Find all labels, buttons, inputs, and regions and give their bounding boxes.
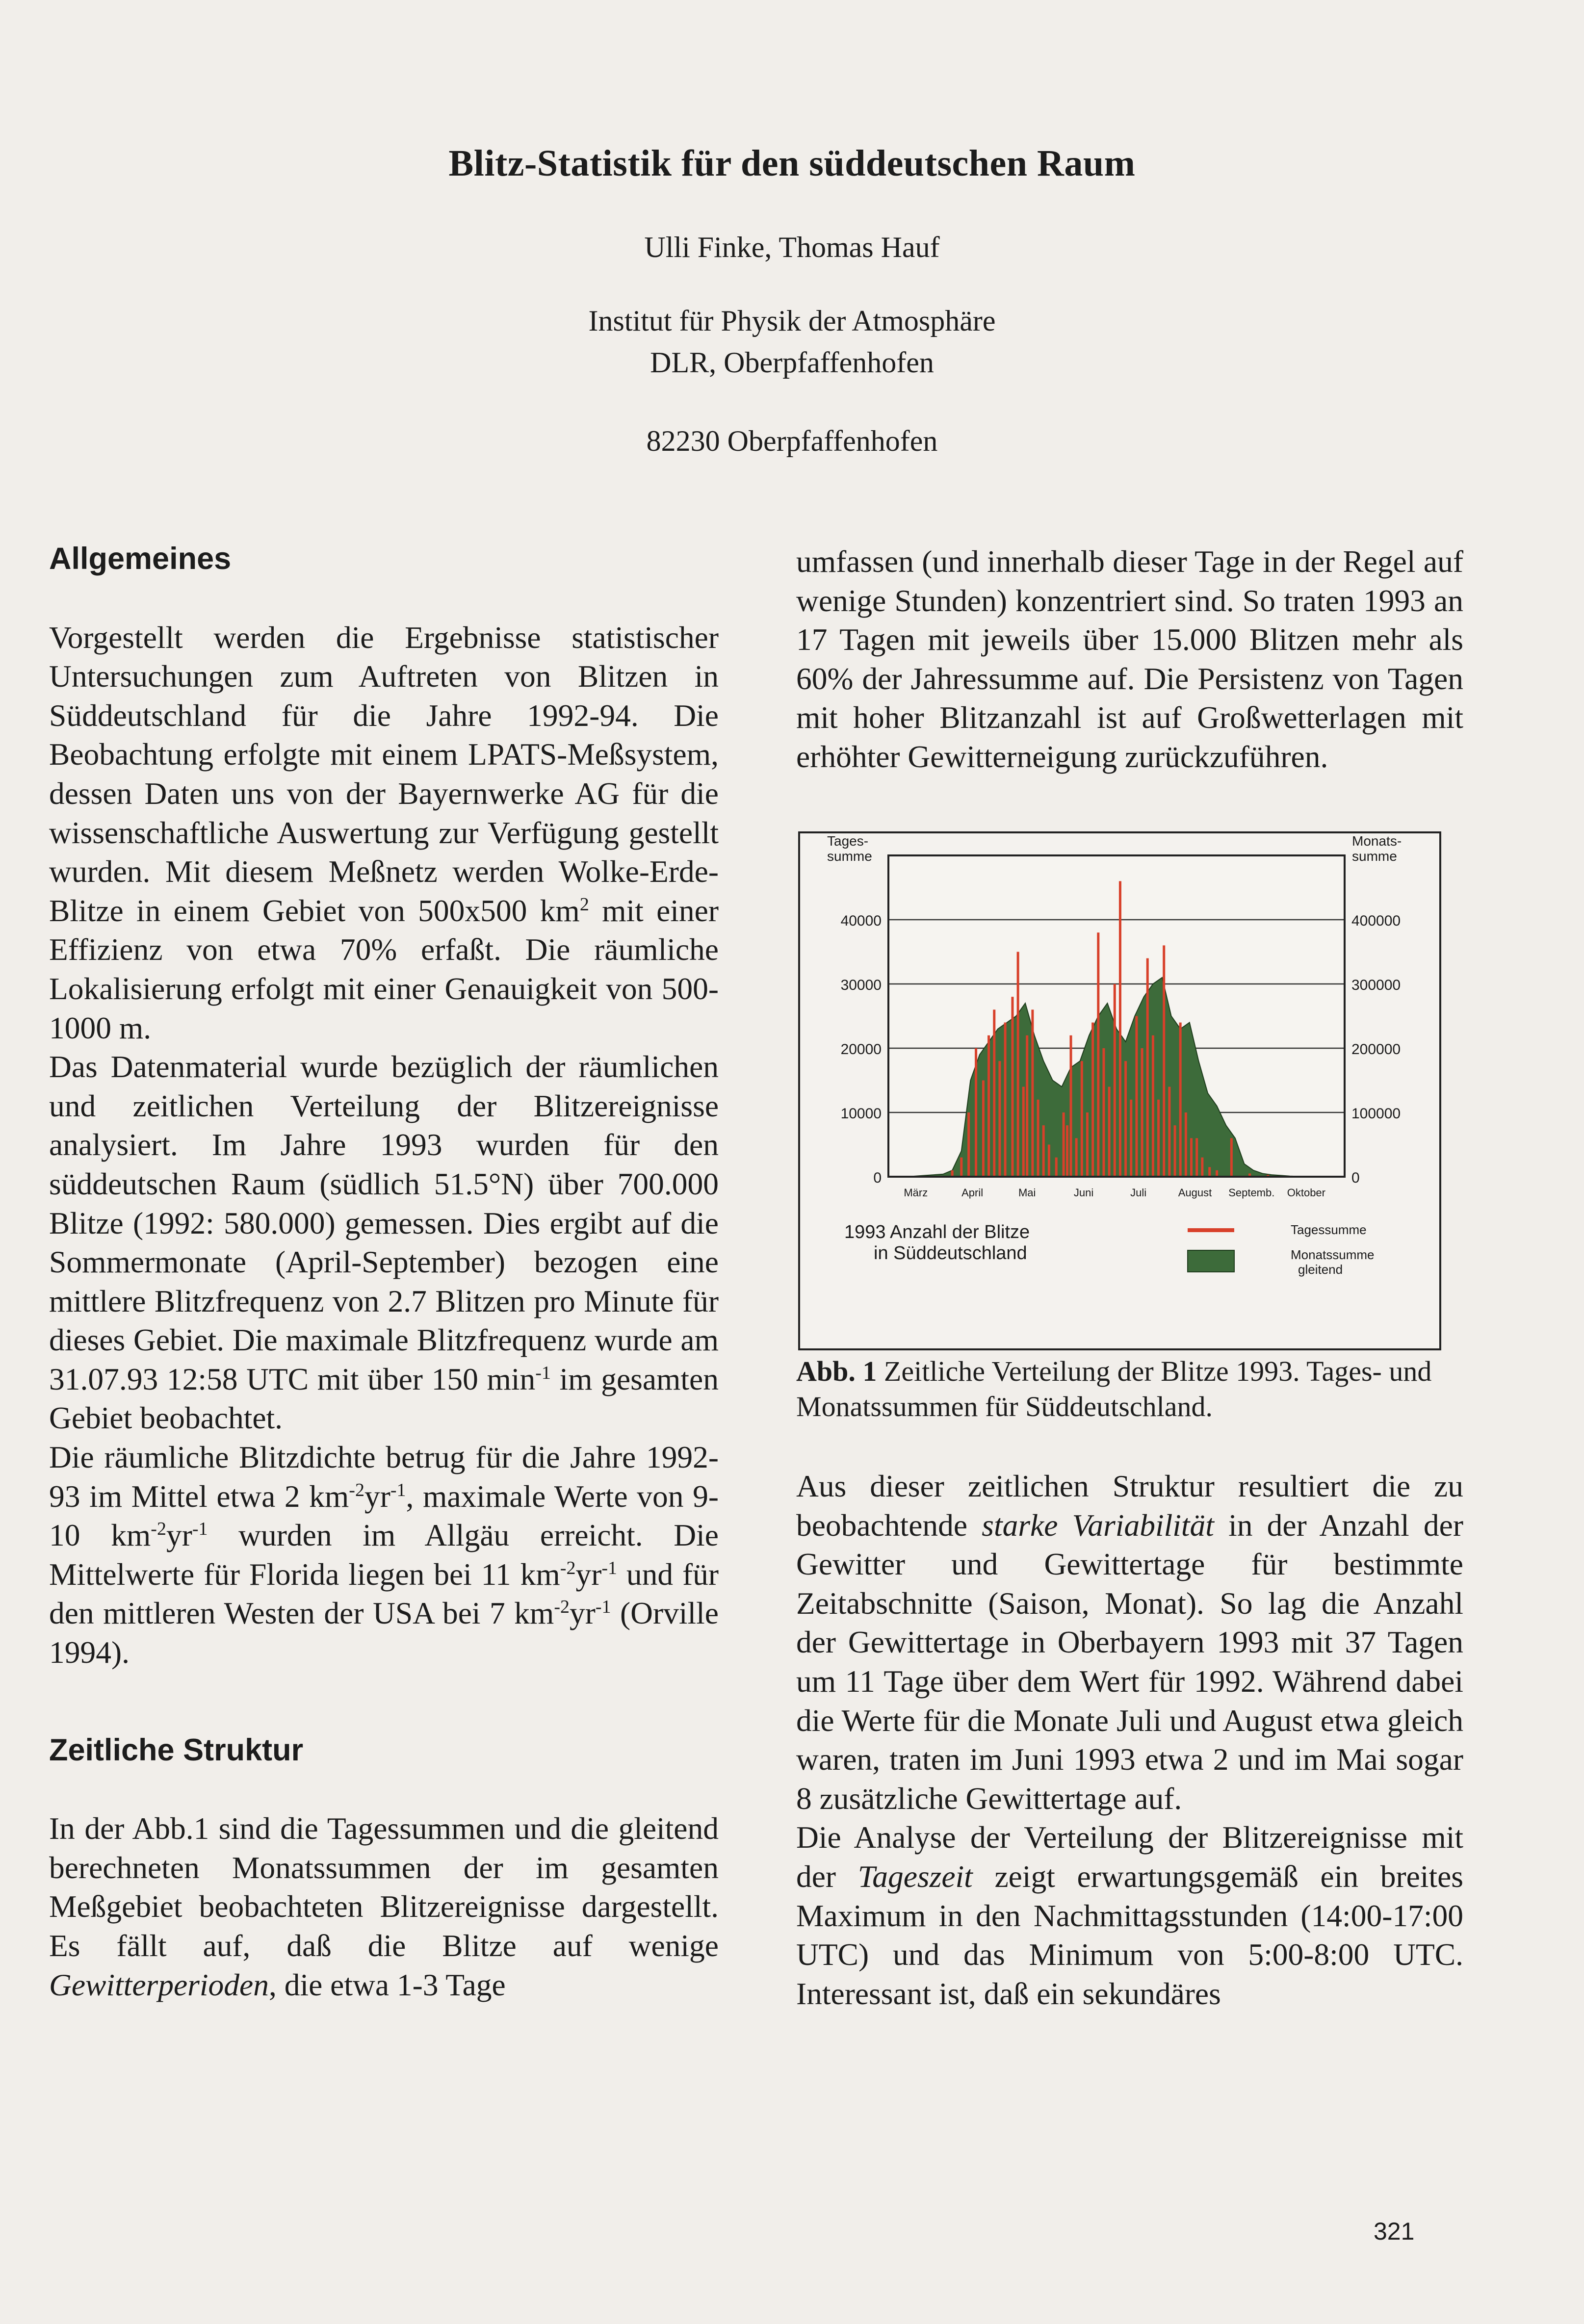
daily-sum-bar (1119, 881, 1121, 1177)
daily-sum-bar (975, 1048, 977, 1177)
legend-label-daily: Tagessumme (1291, 1222, 1367, 1237)
daily-sum-bar (1097, 932, 1099, 1177)
paragraph-umfassen: umfassen (und innerhalb dieser Tage in der Regel auf wenige Stunden) konzentriert sind. So traten 1993 an 17 Tagen mit jeweils über 15.000 Blitzen mehr als 60% der Jahressumme auf. Die Persistenz von Tagen mit hoher Blitzanzahl ist auf Großwetterlagen mit erhöhter Gewitterneigung zurückzuführen. (796, 544, 1463, 774)
daily-sum-bar (1022, 1087, 1025, 1177)
y-right-tick-label: 200000 (1351, 1041, 1401, 1058)
daily-sum-bar (1163, 945, 1165, 1177)
daily-sum-bar (1075, 1138, 1078, 1177)
daily-sum-bar (1055, 1158, 1058, 1177)
x-tick-label: Oktober (1287, 1187, 1326, 1199)
x-tick-label: April (961, 1187, 984, 1199)
page-number: 321 (1374, 2218, 1415, 2245)
daily-sum-bar (1141, 1048, 1143, 1177)
daily-sum-bar (1037, 1100, 1039, 1177)
daily-sum-bar (1011, 997, 1013, 1177)
chart-title-line-2: in Süddeutschland (874, 1243, 1027, 1264)
y-left-tick-label: 40000 (840, 913, 882, 929)
daily-sum-bar (1091, 1023, 1094, 1177)
daily-sum-bar (993, 1009, 995, 1177)
chart-svg (800, 833, 1439, 1348)
y-right-tick-label: 100000 (1351, 1106, 1401, 1122)
y-right-axis-title: Monats- (1352, 833, 1402, 849)
daily-sum-bar (1070, 1035, 1072, 1177)
y-left-axis-title: summe (827, 849, 872, 864)
paragraph-abb1: In der Abb.1 sind die Tagessummen und die gleitend berechneten Monatssummen der im gesamten Meßgebiet beobachteten Blitzereignisse dargestellt. Es fällt auf, daß die Blitze auf wenige Gewitterperioden, die etwa 1-3 Tage (49, 1811, 719, 2002)
daily-sum-bar (1168, 1087, 1170, 1177)
y-left-tick-label: 10000 (840, 1106, 882, 1122)
legend-swatch-daily (1188, 1228, 1234, 1232)
daily-sum-bar (1081, 1061, 1083, 1177)
daily-sum-bar (1004, 1023, 1007, 1177)
paragraph-blitzdichte: Die räumliche Blitzdichte betrug für die Jahre 1992-93 im Mittel etwa 2 $km^{-2}yr^{-1}$, maximale Werte von 9-10 $km^{-2}yr^{-1}$ wurden im Allgäu erreicht. Die Mittelwerte für Florida liegen bei 11 $km^{-2}yr^{-1}$ und für den mittleren Westen der USA bei 7 $km^{-2}yr^{-1}$ (Orville 1994). (49, 1440, 719, 1670)
y-left-tick-label: 0 (873, 1170, 882, 1186)
x-tick-label: Mai (1018, 1187, 1036, 1199)
daily-sum-bar (1230, 1138, 1233, 1177)
daily-sum-bar (1042, 1125, 1045, 1177)
daily-sum-bar (1017, 952, 1019, 1177)
daily-sum-bar (1152, 1035, 1154, 1177)
y-left-tick-label: 20000 (840, 1041, 882, 1058)
legend-label-monthly-2: gleitend (1298, 1262, 1343, 1277)
paragraph-datenmaterial: Das Datenmaterial wurde bezüglich der räumlichen und zeitlichen Verteilung der Blitzereignisse analysiert. Im Jahre 1993 wurden für den süddeutschen Raum (südlich 51.5°N) über 700.000 Blitze (1992: 580.000) gemessen. Dies ergibt auf die Sommermonate (April-September) bezogen eine mittlere Blitzfrequenz von 2.7 Blitzen pro Minute für dieses Gebiet. Die maximale Blitzfrequenz wurde am 31.07.93 12:58 UTC mit über 150 $\min^{-1}$ im gesamten Gebiet beobachtet. (49, 1049, 719, 1436)
daily-sum-bar (1130, 1100, 1132, 1177)
daily-sum-bar (987, 1035, 990, 1177)
daily-sum-bar (1124, 1061, 1127, 1177)
y-left-axis-title: Tages- (827, 833, 869, 849)
y-right-tick-label: 300000 (1351, 977, 1401, 993)
heading-zeitliche-struktur: Zeitliche Struktur (49, 1732, 304, 1767)
chart-title-line-1: 1993 Anzahl der Blitze (844, 1222, 1030, 1242)
daily-sum-bar (1066, 1125, 1068, 1177)
daily-sum-bar (1135, 1016, 1138, 1177)
left-column (49, 540, 719, 2004)
x-tick-label: Juli (1130, 1187, 1147, 1199)
y-right-axis-title: summe (1352, 849, 1397, 864)
x-tick-label: August (1178, 1187, 1212, 1199)
daily-sum-bar (1048, 1145, 1050, 1177)
daily-sum-bar (1146, 958, 1149, 1177)
daily-sum-bar (1208, 1167, 1211, 1177)
daily-sum-bar (1179, 1023, 1182, 1177)
daily-sum-bar (982, 1081, 985, 1177)
figure-caption: Abb. 1 Zeitliche Verteilung der Blitze 1993. Tages- und Monatssummen für Süddeutschland. (796, 1355, 1432, 1422)
heading-allgemeines: Allgemeines (49, 542, 232, 576)
daily-sum-bar (1190, 1138, 1193, 1177)
paragraph-variabilitaet: Aus dieser zeitlichen Struktur resultiert die zu beobachtende starke Variabilität in der Anzahl der Gewitter und Gewittertage für bestimmte Zeitabschnitte (Saison, Monat). So lag die Anzahl der Gewittertage in Oberbayern 1993 mit 37 Tagen um 11 Tage über dem Wert für 1992. Während dabei die Werte für die Monate Juli und August etwa gleich waren, traten im Juni 1993 etwa 2 und im Mai sogar 8 zusätzliche Gewittertage auf. (796, 1469, 1463, 1816)
daily-sum-bar (1174, 1125, 1176, 1177)
city: 82230 Oberpfaffenhofen (646, 425, 938, 457)
y-right-tick-label: 400000 (1351, 913, 1401, 929)
y-right-tick-label: 0 (1351, 1170, 1360, 1186)
figure-lightning-distribution (798, 831, 1441, 1350)
right-column-top (796, 542, 1463, 776)
daily-sum-bar (967, 1112, 970, 1177)
daily-sum-bar (998, 1061, 1001, 1177)
daily-sum-bar (1063, 1112, 1065, 1177)
y-left-tick-label: 30000 (840, 977, 882, 993)
institute-line-2: DLR, Oberpfaffenhofen (650, 346, 934, 379)
daily-sum-bar (1195, 1138, 1198, 1177)
daily-sum-bar (1031, 1009, 1034, 1177)
x-tick-label: März (904, 1187, 928, 1199)
daily-sum-bar (1108, 1087, 1111, 1177)
daily-sum-bar (1102, 1048, 1105, 1177)
paragraph-intro: Vorgestellt werden die Ergebnisse statistischer Untersuchungen zum Auftreten von Blitzen in Süddeutschland für die Jahre 1992-94. Die Beobachtung erfolgte mit einem LPATS-Meßsystem, dessen Daten uns von der Bayernwerke AG für die wissenschaftliche Auswertung zur Verfügung gestellt wurden. Mit diesem Meßnetz werden Wolke-Erde-Blitze in einem Gebiet von 500x500 $km^2$ mit einer Effizienz von etwa 70% erfaßt. Die räumliche Lokalisierung erfolgt mit einer Genauigkeit von 500-1000 m. (49, 620, 719, 1045)
daily-sum-bar (1026, 1035, 1028, 1177)
x-tick-label: Juni (1073, 1187, 1094, 1199)
institute-line-1: Institut für Physik der Atmosphäre (588, 305, 996, 337)
x-tick-label: Septemb. (1228, 1187, 1275, 1199)
daily-sum-bar (1114, 984, 1116, 1177)
paragraph-tageszeit: Die Analyse der Verteilung der Blitzereignisse mit der Tageszeit zeigt erwartungsgemäß ein breites Maximum in den Nachmittagsstunden (14:00-17:00 UTC) und das Minimum von 5:00-8:00 UTC. Interessant ist, daß ein sekundäres (796, 1820, 1463, 2011)
right-column-bottom (796, 1467, 1463, 2013)
authors: Ulli Finke, Thomas Hauf (644, 231, 940, 263)
daily-sum-bar (960, 1158, 962, 1177)
daily-sum-bar (1185, 1112, 1187, 1177)
daily-sum-bar (1086, 1112, 1089, 1177)
legend-label-monthly-1: Monatssumme (1291, 1247, 1375, 1262)
paper-title: Blitz-Statistik für den süddeutschen Raum (448, 143, 1136, 184)
daily-sum-bar (1201, 1158, 1203, 1177)
legend-swatch-monthly (1188, 1250, 1234, 1272)
daily-sum-bar (1157, 1100, 1160, 1177)
